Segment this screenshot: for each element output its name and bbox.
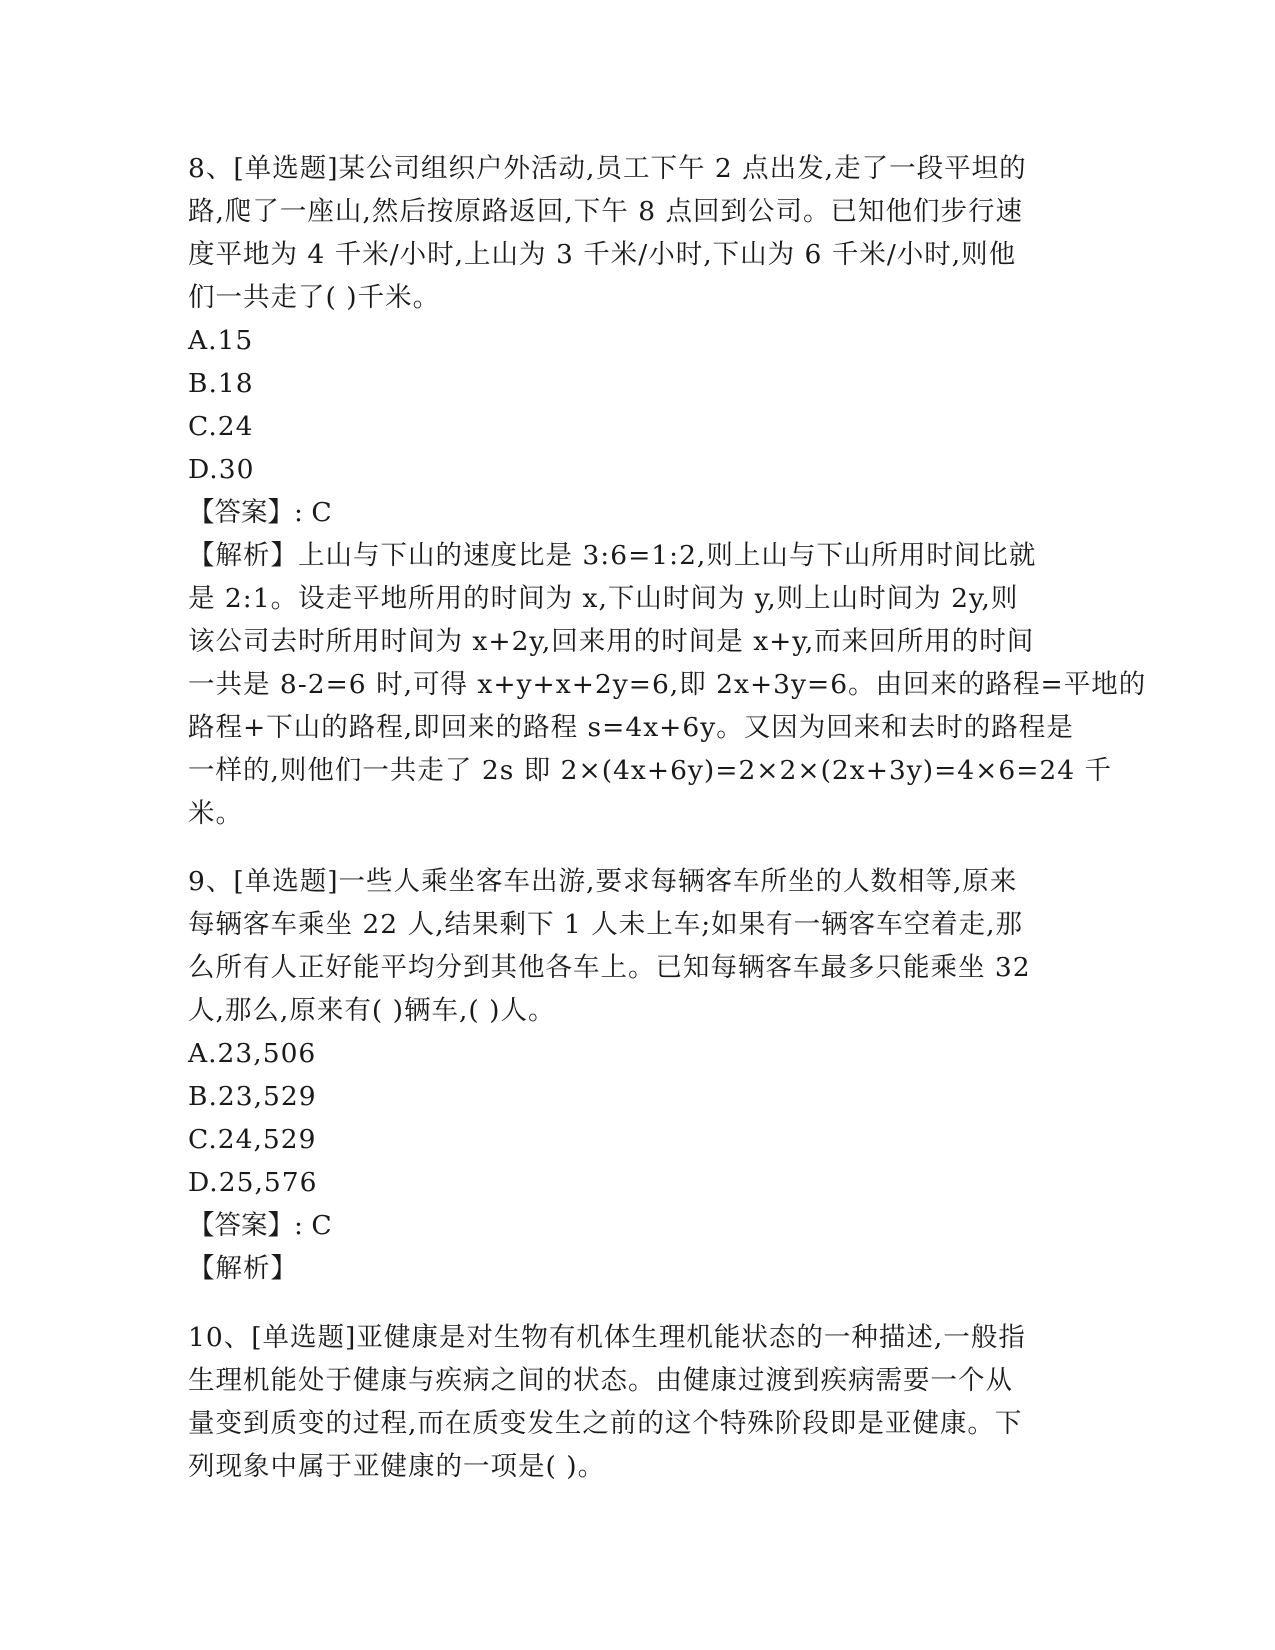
option-b: B.23,529 bbox=[188, 1081, 317, 1112]
option-a: A.15 bbox=[188, 325, 254, 356]
analysis-line: 米。 bbox=[188, 798, 243, 829]
stem-line: 每辆客车乘坐 22 人,结果剩下 1 人未上车;如果有一辆客车空着走,那 bbox=[188, 909, 1024, 940]
stem-line: 10、[单选题]亚健康是对生物有机体生理机能状态的一种描述,一般指 bbox=[188, 1322, 1026, 1353]
question-9 bbox=[188, 860, 1088, 1290]
analysis-line: 是 2:1。设走平地所用的时间为 x,下山时间为 y,则上山时间为 2y,则 bbox=[188, 583, 1019, 614]
analysis-line: 【解析】上山与下山的速度比是 3:6=1:2,则上山与下山所用时间比就 bbox=[188, 540, 1037, 571]
stem-line: 列现象中属于亚健康的一项是( )。 bbox=[188, 1451, 606, 1482]
analysis-block bbox=[188, 534, 1147, 835]
question-stem bbox=[188, 147, 1088, 319]
answer-line: 【答案】: C bbox=[188, 1210, 332, 1241]
option-list bbox=[188, 1032, 1088, 1204]
stem-line: 度平地为 4 千米/小时,上山为 3 千米/小时,下山为 6 千米/小时,则他 bbox=[188, 239, 1017, 270]
stem-line: 么所有人正好能平均分到其他各车上。已知每辆客车最多只能乘坐 32 bbox=[188, 952, 1031, 983]
question-stem bbox=[188, 1316, 1088, 1488]
option-c: C.24 bbox=[188, 411, 254, 442]
option-d: D.30 bbox=[188, 454, 255, 485]
analysis-line: 一共是 8-2=6 时,可得 x+y+x+2y=6,即 2x+3y=6。由回来的路程=平地的 bbox=[188, 669, 1147, 700]
question-stem bbox=[188, 860, 1088, 1032]
analysis-line: 路程+下山的路程,即回来的路程 s=4x+6y。又因为回来和去时的路程是 bbox=[188, 712, 1074, 743]
question-10 bbox=[188, 1316, 1088, 1488]
option-list bbox=[188, 319, 1088, 491]
analysis-line: 【解析】 bbox=[188, 1253, 298, 1284]
option-c: C.24,529 bbox=[188, 1124, 317, 1155]
option-b: B.18 bbox=[188, 368, 254, 399]
stem-line: 8、[单选题]某公司组织户外活动,员工下午 2 点出发,走了一段平坦的 bbox=[188, 153, 1027, 184]
stem-line: 们一共走了( )千米。 bbox=[188, 282, 441, 313]
option-d: D.25,576 bbox=[188, 1167, 318, 1198]
answer-line: 【答案】: C bbox=[188, 497, 332, 528]
stem-line: 人,那么,原来有( )辆车,( )人。 bbox=[188, 995, 556, 1026]
stem-line: 生理机能处于健康与疾病之间的状态。由健康过渡到疾病需要一个从 bbox=[188, 1365, 1013, 1396]
stem-line: 路,爬了一座山,然后按原路返回,下午 8 点回到公司。已知他们步行速 bbox=[188, 196, 1023, 227]
question-8 bbox=[188, 147, 1147, 835]
stem-line: 9、[单选题]一些人乘坐客车出游,要求每辆客车所坐的人数相等,原来 bbox=[188, 866, 1018, 897]
analysis-block bbox=[188, 1247, 1088, 1290]
analysis-line: 一样的,则他们一共走了 2s 即 2×(4x+6y)=2×2×(2x+3y)=4×6=24 千 bbox=[188, 755, 1113, 786]
stem-line: 量变到质变的过程,而在质变发生之前的这个特殊阶段即是亚健康。下 bbox=[188, 1408, 1023, 1439]
analysis-line: 该公司去时所用时间为 x+2y,回来用的时间是 x+y,而来回所用的时间 bbox=[188, 626, 1035, 657]
option-a: A.23,506 bbox=[188, 1038, 317, 1069]
